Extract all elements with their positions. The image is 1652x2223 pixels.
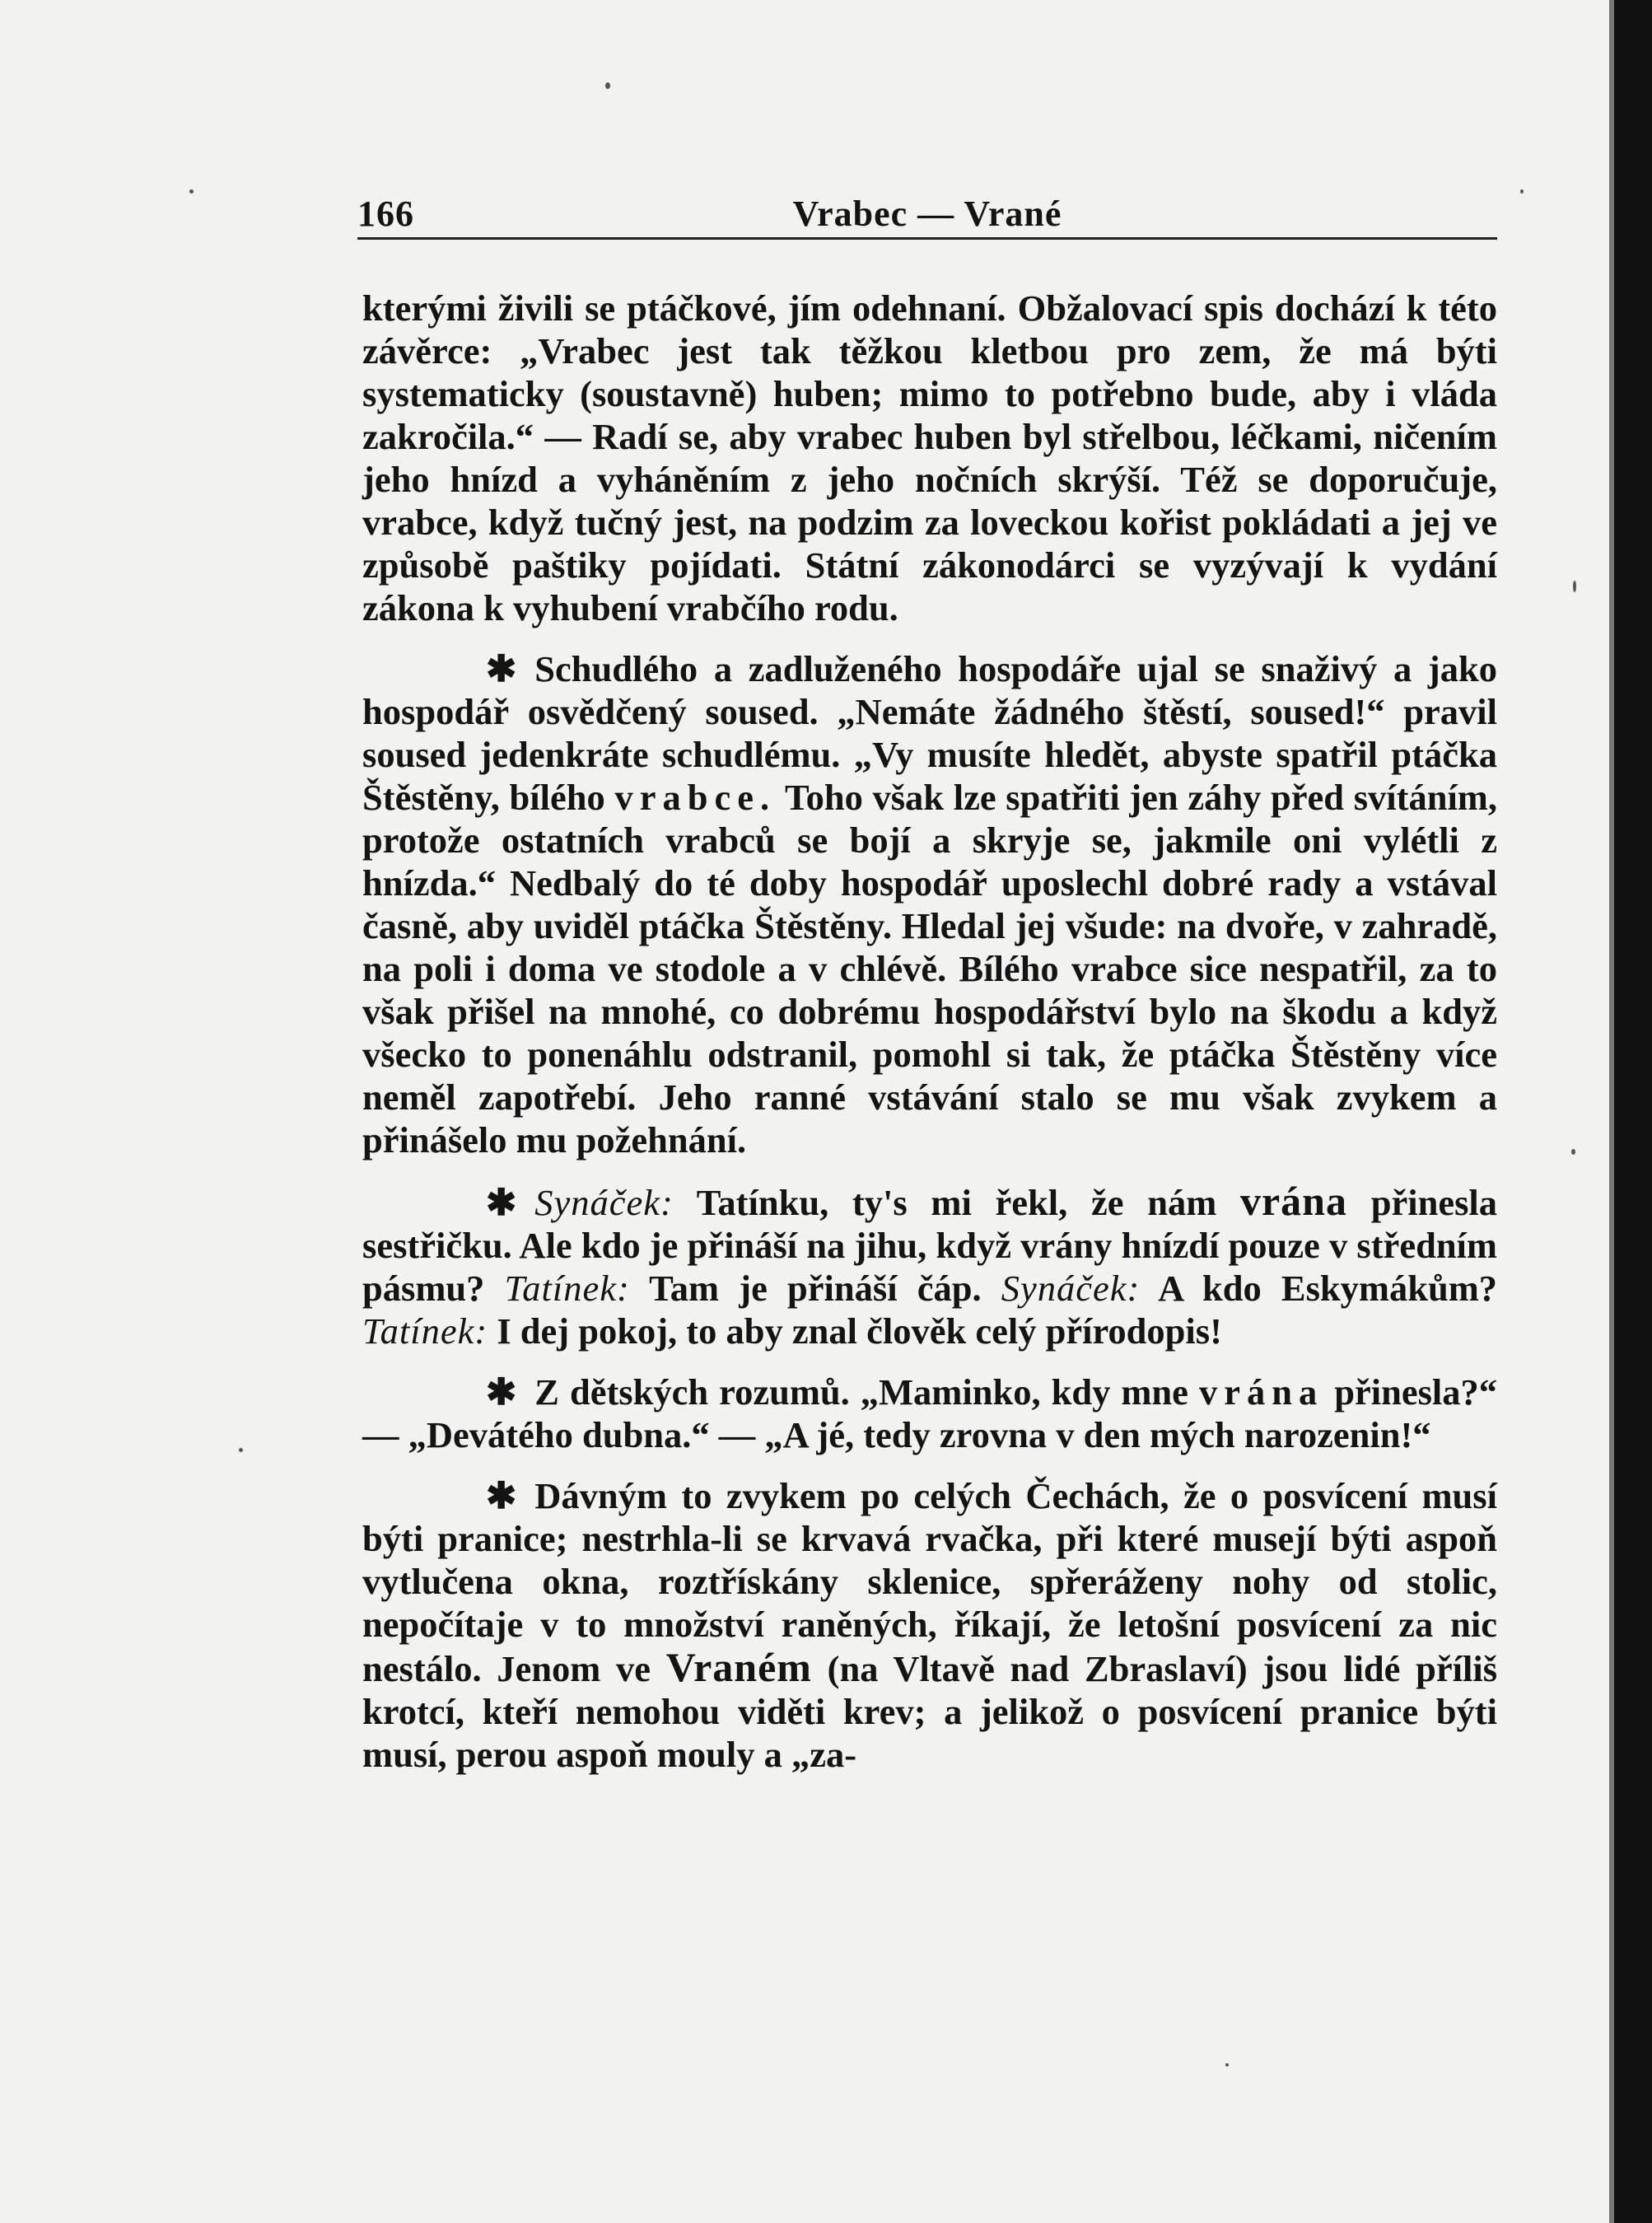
page-header xyxy=(357,188,1497,240)
body-text xyxy=(362,287,1497,1776)
running-title: Vrabec — Vrané xyxy=(792,194,1062,234)
paragraph-sparrow-luck xyxy=(362,647,1497,1161)
asterisk-marker: ✱ xyxy=(486,1182,517,1223)
scan-speck xyxy=(1573,581,1576,592)
spaced-word: vrabce. xyxy=(614,777,777,818)
keyword-vranem: Vraném xyxy=(665,1644,812,1690)
speaker-label: Synáček: xyxy=(534,1182,674,1223)
paragraph-text: Dávným to zvykem po celých Čechách, že o posvícení musí býti pranice; nestrhla-li se krvavá rvačka, při které musejí býti aspoň vytlučena okna, roztřískány sklenice, spřeráženy nohy od stolic, nepočítaje v to množství raněných, říkají, že letošní posvícení za nic nestálo. Jenom ve xyxy=(362,1475,1497,1689)
paragraph-text: I dej pokoj, to aby znal člověk celý přírodopis! xyxy=(497,1310,1222,1352)
paragraph-text: Z dětských rozumů. „Maminko, kdy mne xyxy=(534,1371,1188,1413)
keyword-vrana: vrána xyxy=(1239,1178,1347,1224)
asterisk-marker: ✱ xyxy=(486,1475,517,1516)
paragraph-childrens-wit xyxy=(362,1371,1497,1456)
paragraph-text: Toho však lze spatřiti jen záhy před svítáním, protože ostatních vrabců se bojí a skryje se, jakmile oni vylétli z hnízda.“ Nedbalý do té doby hospodář uposlechl dobré rady a vstával časně, aby uviděl ptáčka Štěstěny. Hledal jej všude: na dvoře, v zahradě, na poli i doma ve stodole a v chlévě. Bílého vrabce sice nespatřil, za to však přišel na mnohé, co dobrému hospodářství bylo na škodu a když všecko to ponenáhlu odstranil, pomohl si tak, že ptáčka Štěstěny více neměl zapotřebí. Jeho ranné vstávání stalo se mu však zvykem a přinášelo mu požehnání. xyxy=(362,777,1497,1161)
asterisk-marker: ✱ xyxy=(486,1371,517,1413)
paragraph-posviceni xyxy=(362,1474,1497,1776)
paragraph-dialogue xyxy=(362,1179,1497,1352)
speaker-label: Tatínek: xyxy=(362,1310,488,1352)
paragraph-text: A kdo Eskymákům? xyxy=(1158,1268,1498,1309)
scan-edge xyxy=(1614,0,1652,2223)
scan-speck xyxy=(239,1448,243,1452)
paragraph-text: Tam je přináší čáp. xyxy=(649,1268,982,1309)
paragraph-text: přinesla sestřičku. Ale kdo je přináší na jihu, když vrány hnízdí pouze v středním pásmu? xyxy=(362,1182,1497,1309)
speaker-label: Synáček: xyxy=(1001,1268,1141,1309)
page-number: 166 xyxy=(357,194,414,234)
paragraph-continuation: kterými živili se ptáčkové, jím odehnaní. Obžalovací spis dochází k této závěrce: „Vrabec jest tak těžkou kletbou pro zem, že má býti systematicky (soustavně) huben; mimo to potřebno bude, aby i vláda zakročila.“ — Radí se, aby vrabec huben byl střelbou, léčkami, ničením jeho hnízd a vyháněním z jeho nočních skrýší. Též se doporučuje, vrabce, když tučný jest, na podzim za loveckou kořist pokládati a jej ve způsobě paštiky pojídati. Státní zákonodárci se vyzývají k vydání zákona k vyhubení vrabčího rodu. xyxy=(362,287,1497,628)
paragraph-text: Tatínku, ty's mi řekl, že nám xyxy=(696,1182,1217,1223)
scan-speck xyxy=(1571,1149,1575,1155)
scan-speck xyxy=(1225,2063,1229,2067)
scan-speck xyxy=(605,82,610,89)
scan-speck xyxy=(189,189,194,194)
paragraph-text: Schudlého a zadluženého hospodáře ujal se snaživý a jako hospodář osvědčený soused. „Nemáte žádného štěstí, soused!“ pravil soused jedenkráte schudlému. „Vy musíte hledět, abyste spatřil ptáčka Štěstěny, bílého xyxy=(362,648,1497,818)
paragraph-text: přinesla?“ — „Devátého dubna.“ — „A jé, tedy zrovna v den mých narozenin!“ xyxy=(362,1371,1497,1455)
paragraph-text: (na Vltavě nad Zbraslaví) jsou lidé příliš krotcí, kteří nemohou viděti krev; a jelikož o posvícení pranice býti musí, perou aspoň mouly a „za- xyxy=(362,1648,1498,1775)
spaced-word: vrána xyxy=(1198,1371,1324,1413)
speaker-label: Tatínek: xyxy=(504,1268,630,1309)
scan-speck xyxy=(1520,189,1524,194)
asterisk-marker: ✱ xyxy=(486,648,517,689)
